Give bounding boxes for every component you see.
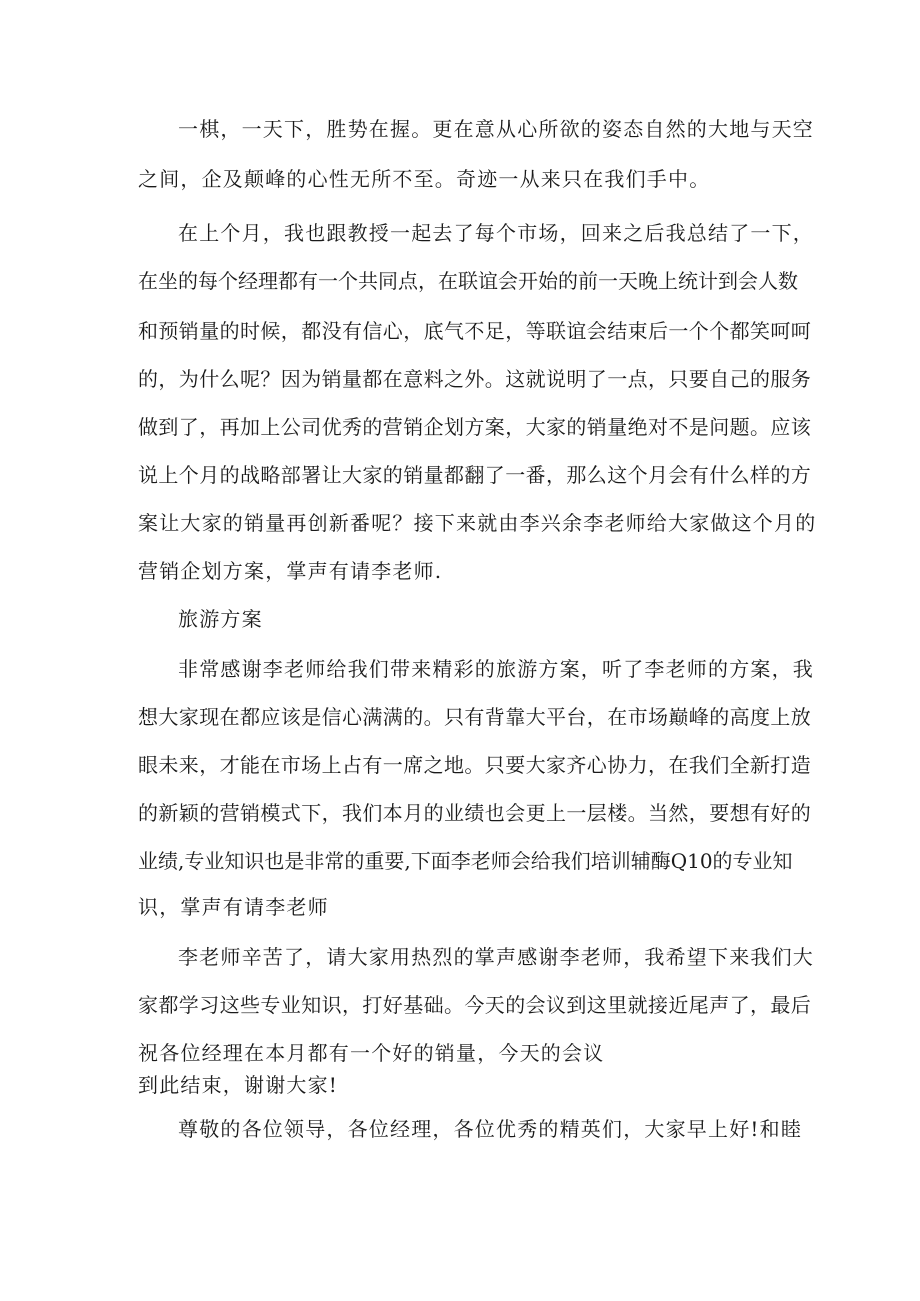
text-line: 营销企划方案，掌声有请李老师. bbox=[138, 559, 443, 583]
section-heading: 旅游方案 bbox=[178, 607, 263, 631]
text-line: 到此结束，谢谢大家! bbox=[138, 1073, 339, 1097]
text-line: 的，为什么呢？因为销量都在意料之外。这就说明了一点，只要自己的服务 bbox=[138, 367, 812, 391]
text-line: 识，掌声有请李老师 bbox=[138, 895, 329, 919]
text-line: 非常感谢李老师给我们带来精彩的旅游方案，听了李老师的方案，我 bbox=[178, 657, 814, 681]
text-line: 在上个月，我也跟教授一起去了每个市场，回来之后我总结了一下， bbox=[178, 221, 814, 245]
text-line: 和预销量的时候，都没有信心，底气不足，等联谊会结束后一个个都笑呵呵 bbox=[138, 319, 812, 343]
text-line: 一棋，一天下，胜势在握。更在意从心所欲的姿态自然的大地与天空 bbox=[178, 117, 814, 141]
text-line: 祝各位经理在本月都有一个好的销量，今天的会议 bbox=[138, 1041, 605, 1065]
text-line: 案让大家的销量再创新番呢？接下来就由李兴余李老师给大家做这个月的 bbox=[138, 511, 817, 535]
text-line: 之间，企及颠峰的心性无所不至。奇迹一从来只在我们手中。 bbox=[138, 167, 711, 191]
text-line: 家都学习这些专业知识，打好基础。今天的会议到这里就接近尾声了，最后 bbox=[138, 993, 812, 1017]
text-line: 的新颖的营销模式下，我们本月的业绩也会更上一层楼。当然，要想有好的 bbox=[138, 801, 812, 825]
text-line: 业绩,专业知识也是非常的重要,下面李老师会给我们培训辅酶Q10的专业知 bbox=[138, 849, 793, 873]
text-line: 在坐的每个经理都有一个共同点，在联谊会开始的前一天晚上统计到会人数 bbox=[138, 269, 798, 293]
text-line: 眼未来，才能在市场上占有一席之地。只要大家齐心协力，在我们全新打造 bbox=[138, 753, 812, 777]
text-line: 尊敬的各位领导，各位经理，各位优秀的精英们，大家早上好!和睦 bbox=[178, 1117, 803, 1141]
text-line: 做到了，再加上公司优秀的营销企划方案，大家的销量绝对不是问题。应该 bbox=[138, 415, 812, 439]
text-line: 想大家现在都应该是信心满满的。只有背靠大平台，在市场巅峰的高度上放 bbox=[138, 705, 812, 729]
text-line: 李老师辛苦了，请大家用热烈的掌声感谢李老师，我希望下来我们大 bbox=[178, 945, 814, 969]
text-line: 说上个月的战略部署让大家的销量都翻了一番，那么这个月会有什么样的方 bbox=[138, 463, 812, 487]
